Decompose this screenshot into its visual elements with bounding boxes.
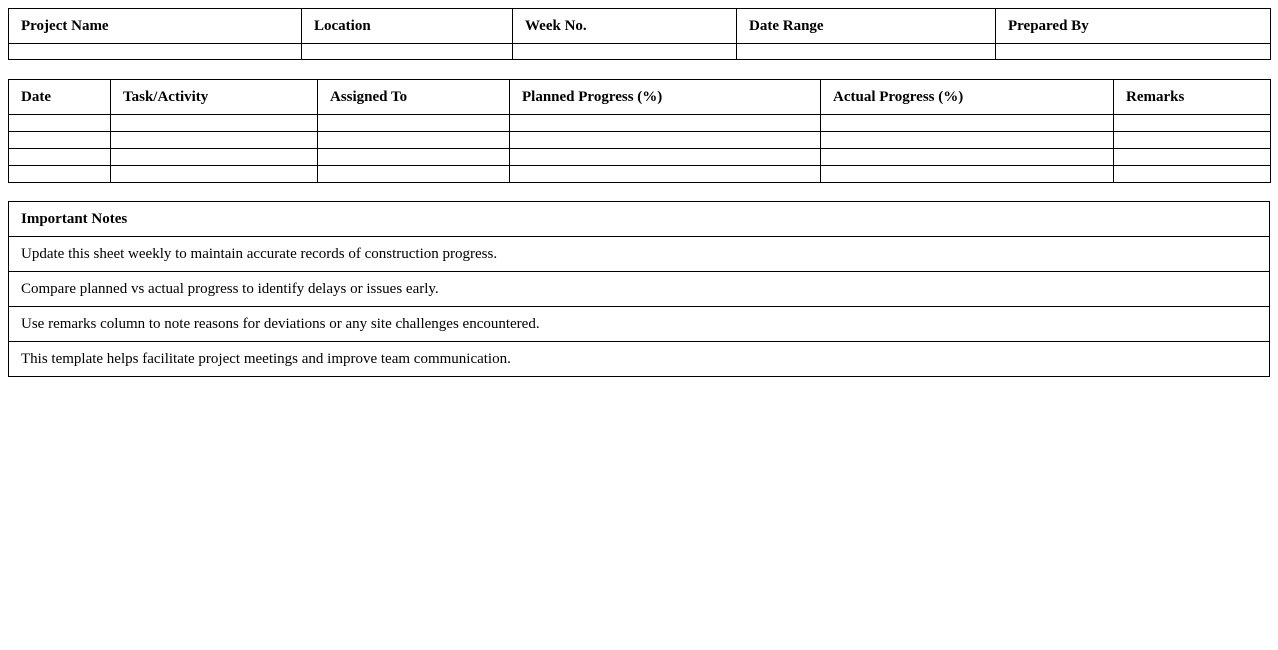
table-row — [9, 166, 1271, 183]
info-header-row — [9, 9, 1271, 44]
cell-task[interactable] — [111, 115, 318, 132]
cell-location[interactable] — [302, 44, 513, 60]
cell-date[interactable] — [9, 149, 111, 166]
header-project-name: Project Name — [9, 9, 302, 44]
cell-actual[interactable] — [821, 115, 1114, 132]
cell-date[interactable] — [9, 132, 111, 149]
cell-remarks[interactable] — [1114, 166, 1271, 183]
cell-task[interactable] — [111, 132, 318, 149]
cell-project-name[interactable] — [9, 44, 302, 60]
cell-assigned[interactable] — [318, 149, 510, 166]
header-assigned-to: Assigned To — [318, 80, 510, 115]
cell-remarks[interactable] — [1114, 149, 1271, 166]
notes-header-row — [9, 202, 1270, 237]
note-item: Update this sheet weekly to maintain accurate records of construction progress. — [9, 237, 1270, 272]
header-date-range: Date Range — [737, 9, 996, 44]
header-prepared-by: Prepared By — [996, 9, 1271, 44]
table-row — [9, 132, 1271, 149]
project-info-table — [8, 8, 1271, 60]
list-item — [9, 307, 1270, 342]
progress-header-row — [9, 80, 1271, 115]
cell-remarks[interactable] — [1114, 115, 1271, 132]
cell-date-range[interactable] — [737, 44, 996, 60]
cell-planned[interactable] — [510, 115, 821, 132]
header-task-activity: Task/Activity — [111, 80, 318, 115]
cell-week-no[interactable] — [513, 44, 737, 60]
cell-planned[interactable] — [510, 149, 821, 166]
header-actual-progress: Actual Progress (%) — [821, 80, 1114, 115]
cell-date[interactable] — [9, 166, 111, 183]
progress-table — [8, 79, 1271, 183]
cell-task[interactable] — [111, 149, 318, 166]
cell-actual[interactable] — [821, 132, 1114, 149]
list-item — [9, 237, 1270, 272]
info-data-row — [9, 44, 1271, 60]
cell-assigned[interactable] — [318, 166, 510, 183]
list-item — [9, 342, 1270, 377]
header-location: Location — [302, 9, 513, 44]
table-row — [9, 115, 1271, 132]
notes-title: Important Notes — [9, 202, 1270, 237]
table-row — [9, 149, 1271, 166]
header-remarks: Remarks — [1114, 80, 1271, 115]
cell-prepared-by[interactable] — [996, 44, 1271, 60]
header-week-no: Week No. — [513, 9, 737, 44]
note-item: Use remarks column to note reasons for deviations or any site challenges encountered. — [9, 307, 1270, 342]
cell-assigned[interactable] — [318, 132, 510, 149]
cell-task[interactable] — [111, 166, 318, 183]
header-date: Date — [9, 80, 111, 115]
list-item — [9, 272, 1270, 307]
cell-actual[interactable] — [821, 149, 1114, 166]
note-item: This template helps facilitate project meetings and improve team communication. — [9, 342, 1270, 377]
cell-planned[interactable] — [510, 166, 821, 183]
cell-planned[interactable] — [510, 132, 821, 149]
header-planned-progress: Planned Progress (%) — [510, 80, 821, 115]
cell-actual[interactable] — [821, 166, 1114, 183]
cell-assigned[interactable] — [318, 115, 510, 132]
important-notes-table — [8, 201, 1270, 377]
cell-remarks[interactable] — [1114, 132, 1271, 149]
cell-date[interactable] — [9, 115, 111, 132]
note-item: Compare planned vs actual progress to identify delays or issues early. — [9, 272, 1270, 307]
